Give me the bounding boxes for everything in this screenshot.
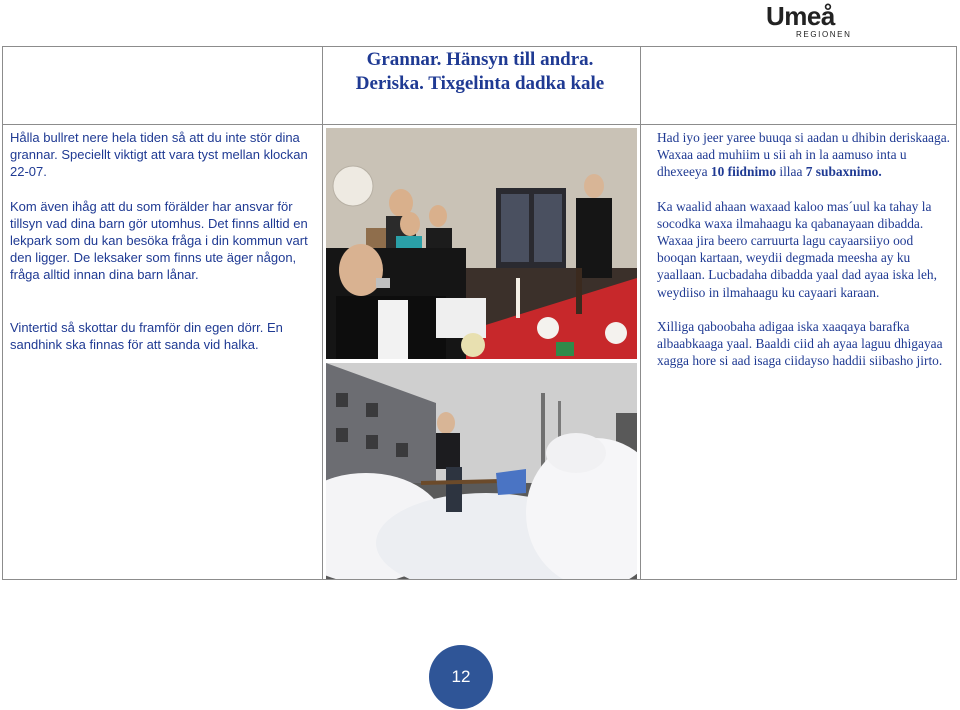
snow-shoveling-photo xyxy=(326,363,637,579)
party-photo xyxy=(326,128,637,359)
umea-region-logo xyxy=(766,2,856,42)
swedish-winter-paragraph: Vintertid så skottar du framför din egen dörr. En sandhink ska finnas för att sanda vid halka. xyxy=(10,319,283,352)
page-number: 12 xyxy=(451,667,471,686)
table-border-left xyxy=(2,46,3,580)
somali-children-paragraph: Ka waalid ahaan waxaad kaloo mas´uul ka tahay la socodka waxa ilmahaagu ka qabanayaan dibadda. Waxaa jira beero carruurta lagu cayaarsiiyo ood booqan kartaan, weydii degmada meesha ay ku yaallaan. Lucbadaha dibadda yaal dad ayaa iska leh, weydiiso in ilmahaagu ku cayaari karaan. xyxy=(657,198,937,300)
snow-scene-image xyxy=(326,363,637,579)
swedish-column xyxy=(10,129,316,353)
somali-noise-connector: illaa xyxy=(776,164,806,180)
page-title xyxy=(323,48,637,96)
somali-noise-time-end: 7 subaxnimo. xyxy=(805,164,882,180)
swedish-children-paragraph: Kom även ihåg att du som förälder har ansvar för tillsyn vad dina barn gör utomhus. Det finns alltid en lekpark som du kan besöka fråga i din kommun vart den ligger. De leksaker som finns ute äger någon, fråga alltid innan dina barn lånar. xyxy=(10,198,308,283)
table-border-mid xyxy=(2,124,957,125)
swedish-noise-paragraph: Hålla bullret nere hela tiden så att du inte stör dina grannar. Speciellt viktigt att vara tyst mellan klockan 22-07. xyxy=(10,130,308,180)
table-border-top xyxy=(2,46,957,47)
table-border-bottom xyxy=(2,579,957,580)
title-swedish: Grannar. Hänsyn till andra. xyxy=(366,49,594,70)
title-somali: Deriska. Tixgelinta dadka kale xyxy=(355,73,605,94)
somali-noise-paragraph xyxy=(657,129,953,181)
somali-noise-time-start: 10 fiidnimo xyxy=(710,164,777,180)
somali-noise-text: Had iyo jeer yaree buuqa si aadan u dhibin deriskaaga. Waxaa aad muhiim u sii ah in la aamuso inta u dhexeeya xyxy=(657,130,950,180)
party-scene-image xyxy=(326,128,637,359)
somali-column xyxy=(657,129,953,369)
page-number-badge xyxy=(429,645,493,709)
table-divider-2 xyxy=(640,46,641,580)
logo-wordmark: Umeå xyxy=(766,1,835,31)
logo-subtitle: REGIONEN xyxy=(796,30,852,39)
table-divider-1 xyxy=(322,46,323,580)
somali-winter-paragraph: Xilliga qaboobaha adigaa iska xaaqaya barafka albaabkaaga yaal. Baaldi ciid ah ayaa laguu dhigayaa xagga hore si aad isaga ciidayso haddii siibasho jirto. xyxy=(657,318,943,369)
table-border-right xyxy=(956,46,957,580)
